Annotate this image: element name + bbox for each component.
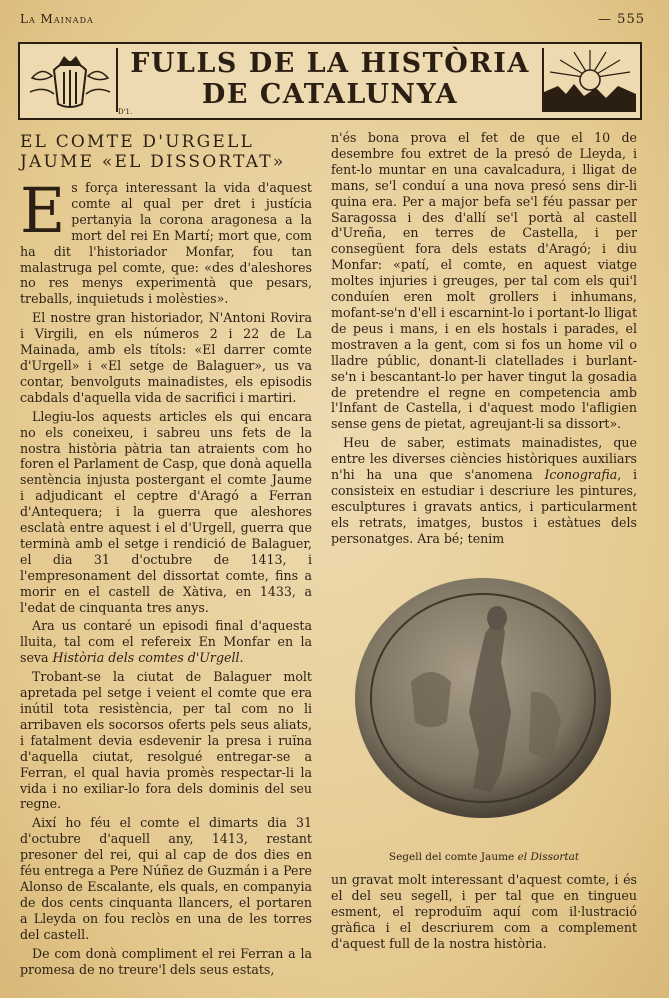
right-column: [331, 130, 637, 550]
article-title-line1: EL COMTE D'URGELL: [20, 132, 255, 152]
journal-name: La Mainada: [20, 12, 94, 26]
paragraph-text: Heu de saber, estimats mainadistes, que entre les diverses ciències històriques auxiliars n'hi ha una que s'anomena: [331, 435, 637, 483]
paragraph: Trobant-se la ciutat de Balaguer molt apretada pel setge i veient el comte que era inútil tota resistència, per tal com no li arribaven els socorsos oferts pels seus aliats, i fatalment devia esdevenir la presa i ruïna d'aquella ciutat, resolgué entregar-se a Ferran, el qual havia promès respectar-li la vida i no exiliar-lo fora dels dominis del seu regne.: [20, 669, 312, 812]
caption-italic: el Dissortat: [517, 851, 580, 863]
article-title-line2: JAUME «EL DISSORTAT»: [20, 152, 286, 172]
banner-title: [120, 48, 540, 110]
banner-title-line2: DE CATALUNYA: [201, 79, 459, 110]
term-italic: Iconografia: [544, 467, 618, 483]
paragraph-text: Ara us contaré un episodi final d'aquesta lluita, tal com el refereix En Monfar en la seva: [20, 618, 312, 666]
sunrise-icon: [542, 48, 636, 112]
paragraph: [20, 618, 312, 666]
right-column-bottom: [331, 872, 637, 955]
paragraph: [331, 435, 637, 546]
paragraph-text: s força interessant la vida d'aquest comte al qual per dret i justícia pertanyia la corona aragonesa a la mort del rei En Martí; mort que, com ha dit l'historiador Monfar, fou tan malastruga pel comte, que: «des d'aleshores no res menys experimentà que pesars, treballs, inquietuds i molèsties».: [20, 180, 312, 307]
section-banner: [18, 42, 642, 120]
paragraph: n'és bona prova el fet de que el 10 de desembre fou extret de la presó de Lleyda, i fent-lo muntar en una cavalcadura, i lligat de mans, se'l conduí a una nova presó sens dir-li quina era. Per a major befa se'l féu passar per Saragossa i des d'allí se'l portà al castell d'Ureña, en terres de Castella, i per consegüent fora dels estats d'Aragó; i diu Monfar: «patí, el comte, en aquest viatge moltes injuries i greuges, per tal com els qui'l conduíen eren molt grollers i inhumans, mofant-se'n d'ell i escarnint-lo i portant-lo lligat de peus i mans, i en els hostals i parades, el mostraven a la gent, com si fos un home vil o lladre públic, donant-li clatellades i burlant-se'n i bescantant-lo per haver tingut la gosadia de pretendre el regne en competencia amb l'Infant de Castella, i d'aquest modo l'afligien sense gens de pietat, agreujant-li sa dissort».: [331, 130, 637, 432]
left-column: [20, 130, 312, 980]
paragraph-text: .: [239, 650, 244, 666]
wax-seal-icon: [351, 572, 615, 862]
running-head: [20, 12, 645, 30]
drop-cap: E: [20, 174, 66, 247]
royal-crest-icon: [24, 48, 118, 112]
paragraph: Així ho féu el comte el dimarts dia 31 d'octubre d'aquell any, 1413, restant presoner del rei, qui al cap de dos dies en féu entrega a Pere Núñez de Guzmán i a Pere Alonso de Escalante, els quals, en companyia de dos cents cinquanta llancers, el portaren a Lleyda on fou reclòs en una de les torres del castell.: [20, 815, 312, 942]
article-title: [20, 132, 312, 172]
illustrator-signature: D'1.: [118, 108, 133, 116]
figure-caption: [331, 851, 637, 863]
paragraph: De com donà compliment el rei Ferran a la promesa de no treure'l dels seus estats,: [20, 945, 312, 977]
paragraph: un gravat molt interessant d'aquest comte, i és el del seu segell, i per tal que en tingueu esment, el reproduïm aquí com il·lustració gràfica i el descriurem com a complement d'aquest full de la nostra història.: [331, 872, 637, 951]
paragraph: El nostre gran historiador, N'Antoni Rovira i Virgili, en els números 2 i 22 de La Mainada, amb els títols: «El darrer comte d'Urgell» i «El setge de Balaguer», us va contar, benvolguts mainadistes, els episodis cabdals d'aquella vida de sacrifici i martiri.: [20, 310, 312, 405]
paragraph-text: , i consisteix en estudiar i descriure les pintures, esculptures i gravats antics, i particularment els retrats, imatges, bustos i estàtues dels personatges. Ara bé; tenim: [331, 467, 638, 546]
banner-title-line1: FULLS DE LA HISTÒRIA: [130, 48, 530, 79]
paragraph: Llegiu-los aquests articles els qui encara no els coneixeu, i sabreu uns fets de la nostra història pàtria tan atraients com ho foren el Parlament de Casp, que donà aquella sentència injusta postergant el comte Jaume i adjudicant el ceptre d'Aragó a Ferran d'Antequera; i la guerra que aleshores esclatà entre aquest i el d'Urgell, guerra que terminà amb el setge i rendició de Balaguer, el dia 31 d'octubre de 1413, i l'empresonament del dissortat comte, fins a morir en el castell de Xàtiva, en 1433, a l'edat de cinquanta tres anys.: [20, 408, 312, 615]
page-number: — 555: [598, 12, 645, 27]
paragraph: [20, 174, 312, 307]
book-title: Història dels comtes d'Urgell: [52, 650, 240, 666]
caption-text: Segell del comte Jaume: [388, 851, 518, 863]
